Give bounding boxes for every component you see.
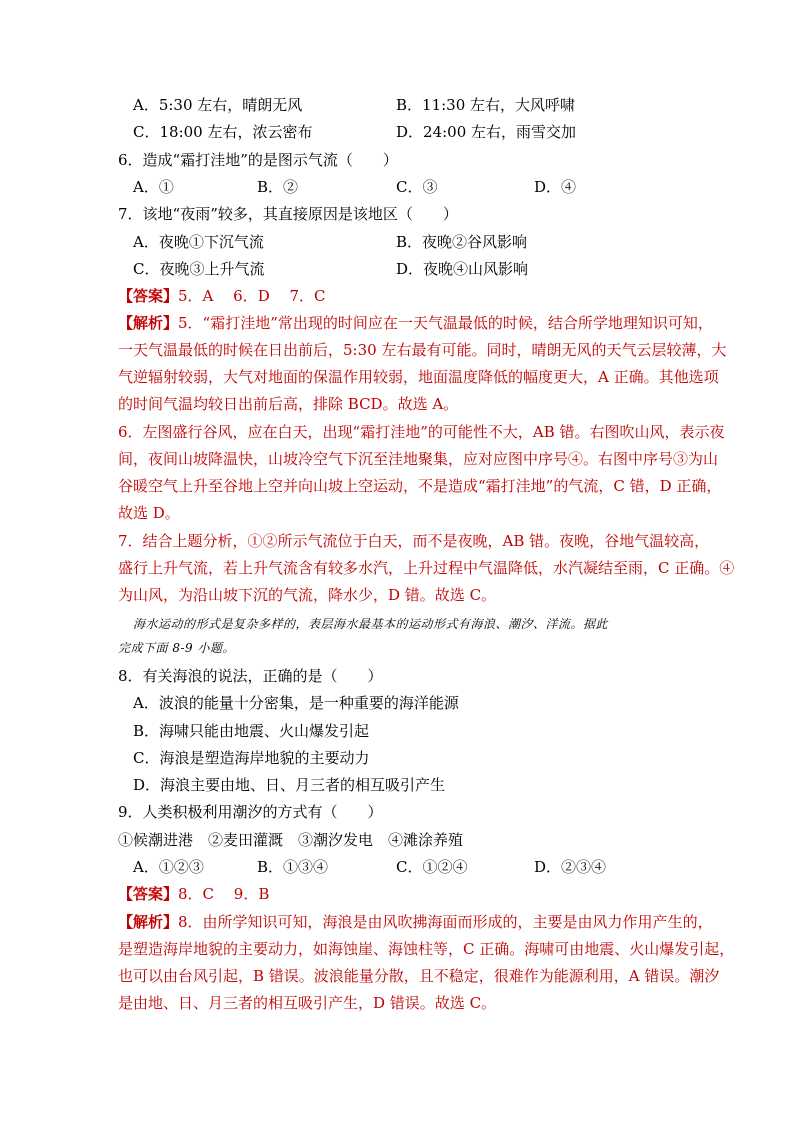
q9-stem: 9．人类积极利用潮汐的方式有（ ） xyxy=(118,803,383,821)
analysis-line: 的时间气温均较日出前后高，排除 BCD。故选 A。 xyxy=(118,395,459,413)
q7-option-c: C．夜晚③上升气流 xyxy=(133,260,265,278)
analysis-line: 【解析】8．由所学知识可知，海浪是由风吹拂海面而形成的，主要是由风力作用产生的， xyxy=(118,913,713,931)
q9-option-d: D．②③④ xyxy=(534,858,607,876)
answer-block-2 xyxy=(118,884,269,904)
q6-option-c: C．③ xyxy=(396,178,438,196)
q8-option-d: D．海浪主要由地、日、月三者的相互吸引产生 xyxy=(133,776,446,794)
q6-option-b: B．② xyxy=(257,178,299,196)
analysis-line: 故选 D。 xyxy=(118,504,180,522)
q9-option-c: C．①②④ xyxy=(396,858,468,876)
q6-stem: 6．造成“霜打洼地”的是图示气流（ ） xyxy=(118,151,398,169)
analysis-line: 6．左图盛行谷风，应在白天，出现“霜打洼地”的可能性不大，AB 错。右图吹山风，表示夜 xyxy=(118,423,725,441)
answer-block-1 xyxy=(118,286,326,306)
q7-stem: 7．该地“夜雨”较多，其直接原因是该地区（ ） xyxy=(118,205,458,223)
analysis-line: 间，夜间山坡降温快，山坡冷空气下沉至洼地聚集，应对应图中序号④。右图中序号③为山 xyxy=(118,450,719,468)
analysis-line: 是由地、日、月三者的相互吸引产生，D 错误。故选 C。 xyxy=(118,994,497,1012)
analysis-line: 盛行上升气流，若上升气流含有较多水汽，上升过程中气温降低，水汽凝结至雨，C 正确。④ xyxy=(118,559,735,577)
answer-text: 8．C 9．B xyxy=(178,885,270,903)
q7-option-b: B．夜晚②谷风影响 xyxy=(396,233,528,251)
analysis-line: 为山风，为沿山坡下沉的气流，降水少，D 错。故选 C。 xyxy=(118,586,497,604)
analysis-tag: 【解析】 xyxy=(118,913,179,931)
analysis-line: 谷暖空气上升至谷地上空并向山坡上空运动，不是造成“霜打洼地”的气流，C 错，D 正确， xyxy=(118,477,722,495)
q9-option-a: A．①②③ xyxy=(133,858,204,876)
q9-option-b: B．①③④ xyxy=(257,858,329,876)
answer-tag: 【答案】 xyxy=(118,287,179,305)
q8-option-a: A．波浪的能量十分密集，是一种重要的海洋能源 xyxy=(133,694,459,712)
q7-option-d: D．夜晚④山风影响 xyxy=(396,260,529,278)
q8-option-b: B．海啸只能由地震、火山爆发引起 xyxy=(133,722,370,740)
analysis-line: 【解析】5．“霜打洼地”常出现的时间应在一天气温最低的时候，结合所学地理知识可知， xyxy=(118,314,713,332)
q6-option-d: D．④ xyxy=(534,178,577,196)
q5-option-b: B．11:30 左右，大风呼啸 xyxy=(396,96,576,114)
q5-option-a: A．5:30 左右，晴朗无风 xyxy=(133,96,303,114)
analysis-tag: 【解析】 xyxy=(118,314,179,332)
q5-option-d: D．24:00 左右，雨雪交加 xyxy=(396,123,577,141)
group-intro-line: 海水运动的形式是复杂多样的，表层海水最基本的运动形式有海浪、潮汐、洋流。据此 xyxy=(133,617,609,631)
q7-option-a: A．夜晚①下沉气流 xyxy=(133,233,264,251)
analysis-line: 7．结合上题分析，①②所示气流位于白天，而不是夜晚，AB 错。夜晚，谷地气温较高， xyxy=(118,532,710,550)
analysis-line: 一天气温最低的时候在日出前后，5:30 左右最有可能。同时，晴朗无风的天气云层较薄，大 xyxy=(118,341,727,359)
group-intro-line: 完成下面 8-9 小题。 xyxy=(118,641,235,655)
q5-option-c: C．18:00 左右，浓云密布 xyxy=(133,123,313,141)
q9-items: ①候潮进港 ②麦田灌溉 ③潮汐发电 ④滩涂养殖 xyxy=(118,831,464,849)
answer-text: 5．A 6．D 7．C xyxy=(178,287,326,305)
q8-stem: 8．有关海浪的说法，正确的是（ ） xyxy=(118,667,383,685)
analysis-line: 气逆辐射较弱，大气对地面的保温作用较弱，地面温度降低的幅度更大，A 正确。其他选项 xyxy=(118,368,719,386)
q8-option-c: C．海浪是塑造海岸地貌的主要动力 xyxy=(133,749,370,767)
q6-option-a: A．① xyxy=(133,178,174,196)
analysis-line: 是塑造海岸地貌的主要动力，如海蚀崖、海蚀柱等，C 正确。海啸可由地震、火山爆发引起， xyxy=(118,940,735,958)
answer-tag: 【答案】 xyxy=(118,885,179,903)
analysis-line: 也可以由台风引起，B 错误。波浪能量分散，且不稳定，很难作为能源利用，A 错误。潮汐 xyxy=(118,967,720,985)
